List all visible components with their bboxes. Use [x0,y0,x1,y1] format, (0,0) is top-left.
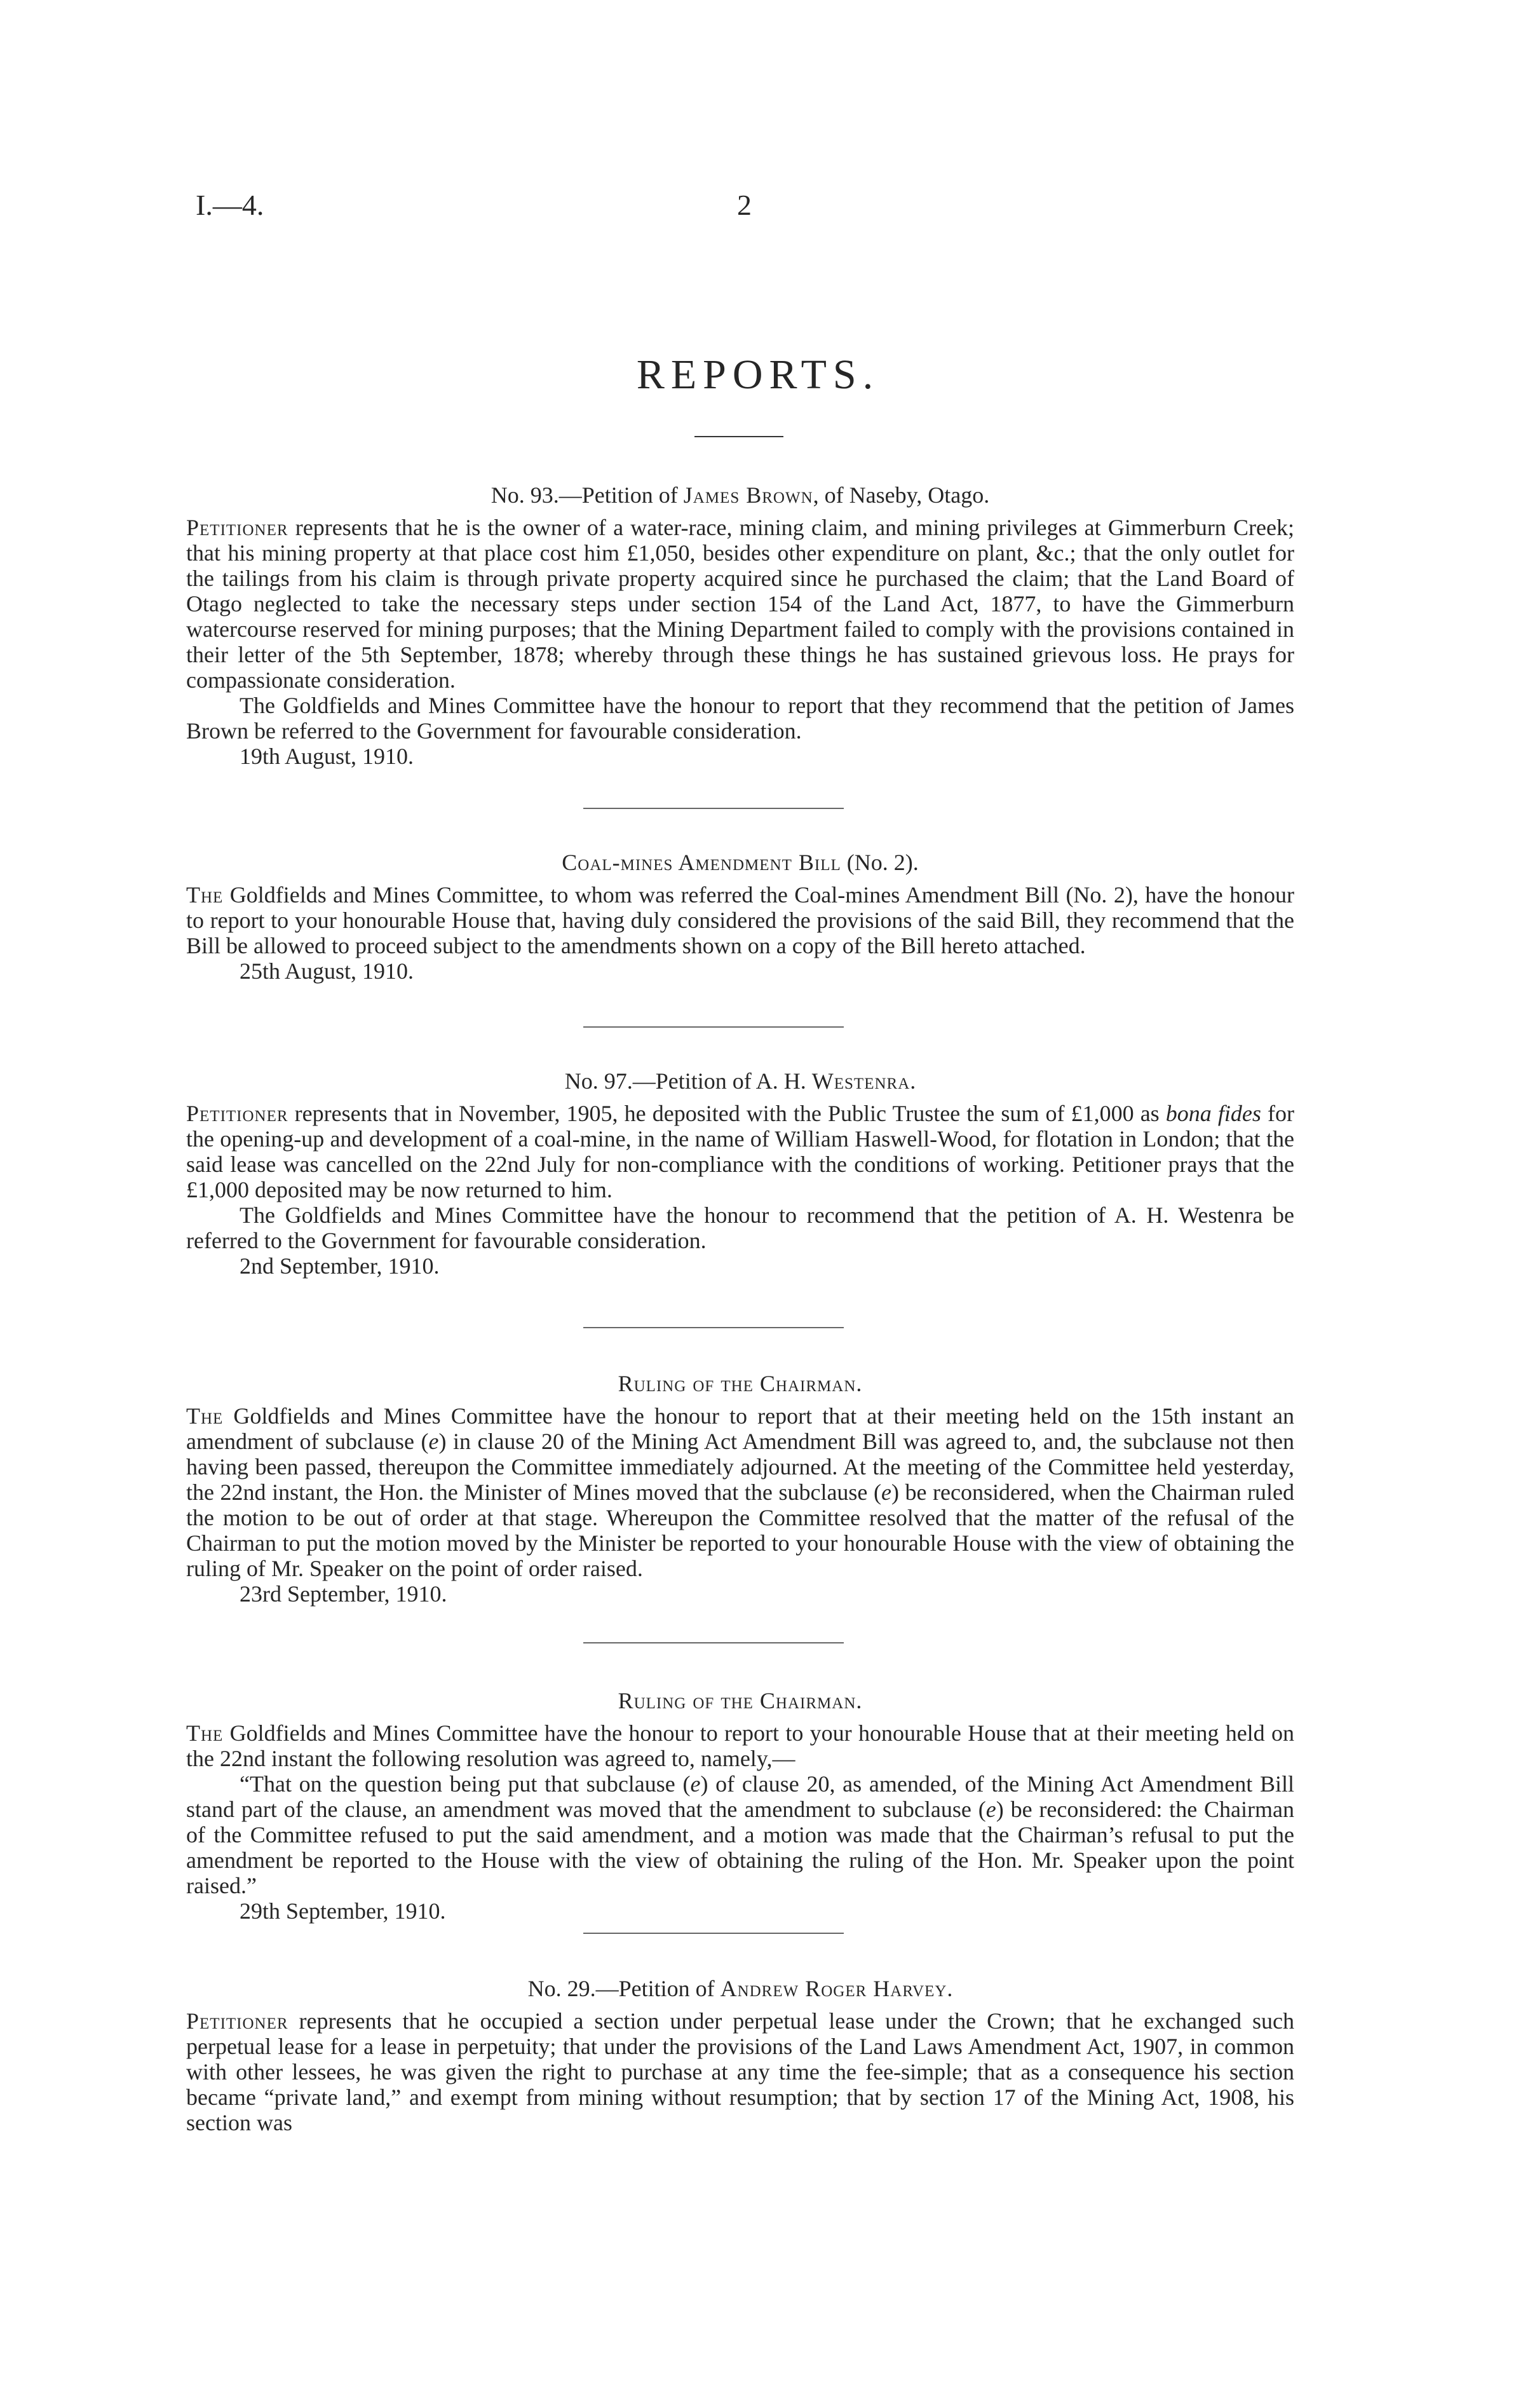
report-ruling-of-chairman-2 [186,1687,1294,1924]
report-date: 25th August, 1910. [240,958,414,984]
page-number: 2 [737,189,752,221]
report-paragraph: The Goldfields and Mines Committee have the honour to report that at their meeting held on the 15th instant an amendment of subclause (e) in clause 20 of the Mining Act Amendment Bill was agreed to, and, the subclause not then having been passed, thereupon the Committee immediately adjourned. At the meeting of the Committee held yesterday, the 22nd instant, the Hon. the Minister of Mines moved that the subclause (e) be reconsidered, when the Chairman ruled the motion to be out of order at that stage. Whereupon the Committee resolved that the matter of the refusal of the Chairman to put the motion moved by the Minister be reported to your honourable House with the view of obtaining the ruling of Mr. Speaker on the point of order raised. [186,1403,1295,1581]
report-paragraph: The Goldfields and Mines Committee have the honour to report to your honourable House that at their meeting held on the 22nd instant the following resolution was agreed to, namely,— [186,1720,1294,1771]
petition-paragraph: Petitioner represents that he occupied a section under perpetual lease under the Crown; that he exchanged such perpetual lease for a lease in perpetuity; that under the provisions of the Land Laws Amendment Act, 1907, in common with other lessees, he was given the right to purchase at any time the fee-simple; that as a consequence his section became “private land,” and exempt from mining without resumption; that by section 17 of the Mining Act, 1908, his section was [186,2008,1294,2135]
petition-paragraph: Petitioner represents that he is the owner of a water-race, mining claim, and mining privileges at Gimmerburn Creek; that his mining property at that place cost him £1,050, besides other expenditure on plant, &c.; that the only outlet for the tailings from his claim is through private property acquired since he purchased the claim; that the Land Board of Otago neglected to take the necessary steps under section 154 of the Land Act, 1877, to have the Gimmerburn watercourse reserved for mining purposes; that the Mining Department failed to comply with the provisions contained in their letter of the 5th September, 1878; whereby through these things he has sustained grievous loss. He prays for compassionate consideration. [186,515,1294,693]
report-petition-29 [186,1975,1294,2135]
section-heading: No. 93.—Petition of James Brown, of Naseby, Otago. [491,482,990,508]
title-divider [694,436,783,437]
page-title: REPORTS. [636,351,880,398]
report-date: 23rd September, 1910. [240,1581,447,1607]
section-divider [583,1026,844,1028]
report-date: 29th September, 1910. [240,1898,446,1924]
recommendation-paragraph: The Goldfields and Mines Committee have the honour to recommend that the petition of A. H. Westenra be referred to the Government for favourable consideration. [186,1202,1294,1253]
section-heading: Ruling of the Chairman. [618,1688,863,1713]
report-petition-93 [186,482,1294,769]
petition-paragraph: Petitioner represents that in November, 1905, he deposited with the Public Trustee the sum of £1,000 as bona fides for the opening-up and development of a coal-mine, in the name of William Haswell-Wood, for flotation in London; that the said lease was cancelled on the 22nd July for non-compliance with the conditions of working. Petitioner prays that the £1,000 deposited may be now returned to him. [186,1101,1294,1202]
report-date: 19th August, 1910. [240,744,414,769]
section-heading: No. 29.—Petition of Andrew Roger Harvey. [527,1976,953,2001]
report-petition-97 [186,1068,1294,1279]
report-paragraph: The Goldfields and Mines Committee, to whom was referred the Coal-mines Amendment Bill (No. 2), have the honour to report to your honourable House that, having duly considered the provisions of the said Bill, they recommend that the Bill be allowed to proceed subject to the amendments shown on a copy of the Bill hereto attached. [186,882,1294,958]
section-divider [583,808,844,809]
section-divider [583,1642,844,1643]
section-heading: Coal-mines Amendment Bill (No. 2). [562,850,919,875]
report-date: 2nd September, 1910. [240,1253,440,1279]
report-ruling-of-chairman-1 [186,1370,1294,1607]
section-divider [583,1327,844,1328]
resolution-quote: “That on the question being put that subclause (e) of clause 20, as amended, of the Mining Act Amendment Bill stand part of the clause, an amendment was moved that the amendment to subclause (e) be reconsidered: the Chairman of the Committee refused to put the said amendment, and a motion was made that the Chairman’s refusal to put the amendment be reported to the House with the view of obtaining the ruling of the Hon. Mr. Speaker upon the point raised.” [186,1771,1294,1898]
section-heading: Ruling of the Chairman. [618,1371,863,1396]
document-reference: I.—4. [196,189,264,221]
recommendation-paragraph: The Goldfields and Mines Committee have the honour to report that they recommend that the petition of James Brown be referred to the Government for favourable consideration. [186,693,1294,744]
section-divider [583,1933,844,1934]
report-coal-mines-bill [186,849,1294,984]
section-heading: No. 97.—Petition of A. H. Westenra. [564,1068,916,1094]
